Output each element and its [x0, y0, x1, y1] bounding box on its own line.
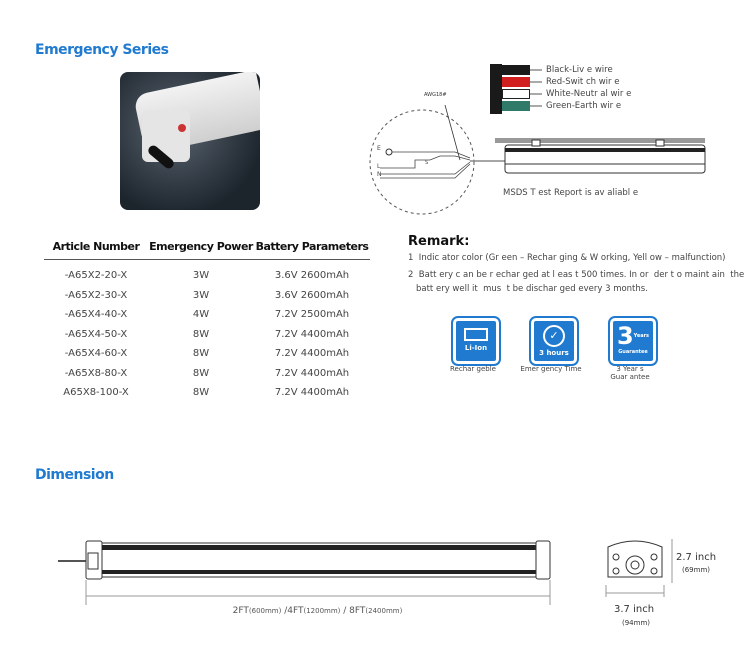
battery-parameters: 7.2V 4400mAh [274, 367, 350, 379]
ceiling-hatch [495, 138, 705, 143]
table-row [44, 364, 370, 384]
legend-item: White-Neutr al wir e [502, 88, 631, 100]
msds-note: MSDS T est Report is av aliabl e [503, 188, 639, 198]
dimension-drawing [50, 535, 747, 605]
terminal-e: E [377, 145, 381, 152]
badge-caption: Rechar geble [450, 365, 496, 373]
badge-caption: Emer gency Time [520, 365, 582, 373]
table-row [44, 305, 370, 325]
table-row [44, 383, 370, 403]
remark-line-2: 2 Batt ery c an be r echar ged at l eas t 500 times. In or der t o maint ain the [408, 270, 745, 280]
width-mm-label: (94mm) [622, 619, 651, 627]
warranty-badge: 3 Years Guarantee [610, 318, 656, 364]
terminal-l: L [377, 163, 381, 170]
table-row [44, 266, 370, 286]
length-label: 2FT(600mm) /4FT(1200mm) / 8FT(2400mm) [232, 606, 403, 616]
emergency-power: 8W [192, 367, 210, 379]
article-number: -A65X2-30-X [64, 289, 128, 301]
height-mm-label: (69mm) [682, 566, 711, 574]
wiring-detail-circle [370, 110, 474, 214]
article-number: -A65X4-60-X [64, 348, 128, 360]
remark-line-1: 1 Indic ator color (Gr een – Rechar ging & W orking, Yell ow – malfunction) [408, 253, 726, 263]
emergency-time-badge: ✓ 3 hours [531, 318, 577, 364]
article-number: -A65X2-20-X [64, 270, 128, 282]
emergency-series-title: Emergency Series [35, 42, 169, 58]
switch-label: S [425, 160, 429, 166]
table-row [44, 344, 370, 364]
table-header: Article Number Emergency Power Battery Parameters [44, 240, 370, 260]
emergency-power: 8W [192, 387, 210, 399]
battery-parameters: 7.2V 4400mAh [274, 348, 350, 360]
emergency-power: 8W [192, 348, 210, 360]
table-row [44, 325, 370, 345]
emergency-power: 4W [192, 309, 210, 321]
remark-title: Remark: [408, 234, 470, 249]
legend-item: Black-Liv e wire [502, 64, 631, 76]
article-number: -A65X4-50-X [64, 328, 128, 340]
wire-swatch-white [502, 89, 530, 99]
height-label: 2.7 inch [676, 552, 717, 563]
remark-line-3: batt ery well it mus t be dischar ged every 3 months. [416, 284, 648, 294]
emergency-power: 3W [192, 289, 210, 301]
wire-swatch-black [502, 65, 530, 75]
article-number: A65X8-100-X [63, 387, 129, 399]
wire-swatch-green [502, 101, 530, 111]
battery-parameters: 7.2V 2500mAh [274, 309, 350, 321]
earth-symbol-icon [386, 149, 392, 155]
width-label: 3.7 inch [614, 604, 655, 615]
emergency-power: 3W [192, 270, 210, 282]
dimension-title: Dimension [35, 467, 114, 483]
wire-legend [502, 64, 631, 112]
battery-parameters: 7.2V 4400mAh [274, 387, 350, 399]
spec-table [44, 240, 370, 403]
awg-label: AWG18# [424, 92, 447, 98]
battery-parameters: 3.6V 2600mAh [274, 270, 350, 282]
badge-caption: 3 Year s [616, 365, 644, 373]
battery-parameters: 7.2V 4400mAh [274, 328, 350, 340]
legend-item: Green-Earth wir e [502, 100, 631, 112]
emergency-power: 8W [192, 328, 210, 340]
li-ion-battery-badge: Li-Ion [453, 318, 499, 364]
table-row [44, 286, 370, 306]
badge-caption-2: Guar antee [610, 373, 650, 381]
legend-item: Red-Swit ch wir e [502, 76, 631, 88]
battery-icon [464, 328, 488, 341]
article-number: -A65X4-40-X [64, 309, 128, 321]
article-number: -A65X8-80-X [64, 367, 128, 379]
end-cap-right [536, 541, 550, 579]
terminal-n: N [377, 171, 382, 178]
clock-check-icon: ✓ [543, 325, 565, 347]
wire-swatch-red [502, 77, 530, 87]
product-photo [120, 72, 260, 210]
battery-parameters: 3.6V 2600mAh [274, 289, 350, 301]
